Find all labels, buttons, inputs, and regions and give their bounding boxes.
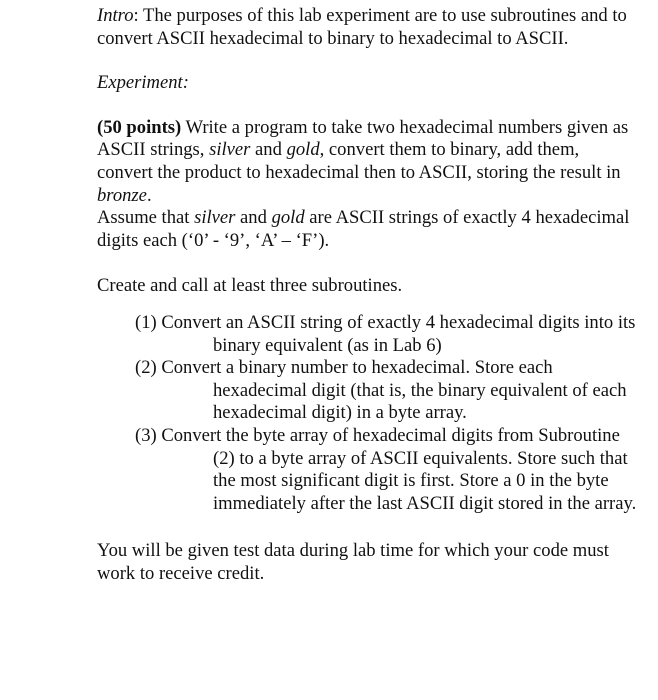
task-text-7: are ASCII strings of exactly 4 hexadecimal digits each (‘0’ - ‘9’, ‘A’ – ‘F’). [97,207,630,251]
closing-paragraph: You will be given test data during lab time for which your code must work to receive credit. [97,540,609,584]
subroutine-item-3: (3) Convert the byte array of hexadecimal digits from Subroutine (2) to a byte array of ASCII equivalents. Store such that the most significant digit is first. Store a 0 in the byte immediately after the last ASCII digit stored in the array. [135,424,637,514]
task-points: (50 points) [97,116,182,138]
task-text-5: Assume that [97,207,195,229]
task-bronze: bronze [97,184,147,206]
document-page [97,5,637,585]
task-text-2: and [250,139,287,161]
subroutine-list [97,312,637,515]
task-gold-2: gold [271,207,305,229]
task-gold: gold [286,139,320,161]
task-silver-2: silver [194,207,236,229]
subroutine-item-1: (1) Convert an ASCII string of exactly 4 hexadecimal digits into its binary equivalent (as in Lab 6) [135,311,636,356]
task-text-4: . [146,184,152,206]
task-silver: silver [209,139,251,161]
create-call-paragraph: Create and call at least three subroutines. [97,275,403,297]
intro-label: Intro [97,5,134,26]
experiment-heading: Experiment: [97,72,189,94]
task-text-1: Write a program to take two hexadecimal numbers given as ASCII strings, [97,116,629,161]
intro-paragraph [97,5,637,50]
subroutine-item-2: (2) Convert a binary number to hexadecimal. Store each hexadecimal digit (that is, the binary equivalent of each hexadecimal digit) in a byte array. [135,357,627,424]
task-text-3: , convert them to binary, add them, convert the product to hexadecimal then to ASCII, storing the result in [97,139,621,183]
intro-text: : The purposes of this lab experiment are to use subroutines and to convert ASCII hexadecimal to binary to hexadecimal to ASCII. [97,5,627,49]
task-text-6: and [235,207,272,229]
task-paragraph [97,117,637,253]
